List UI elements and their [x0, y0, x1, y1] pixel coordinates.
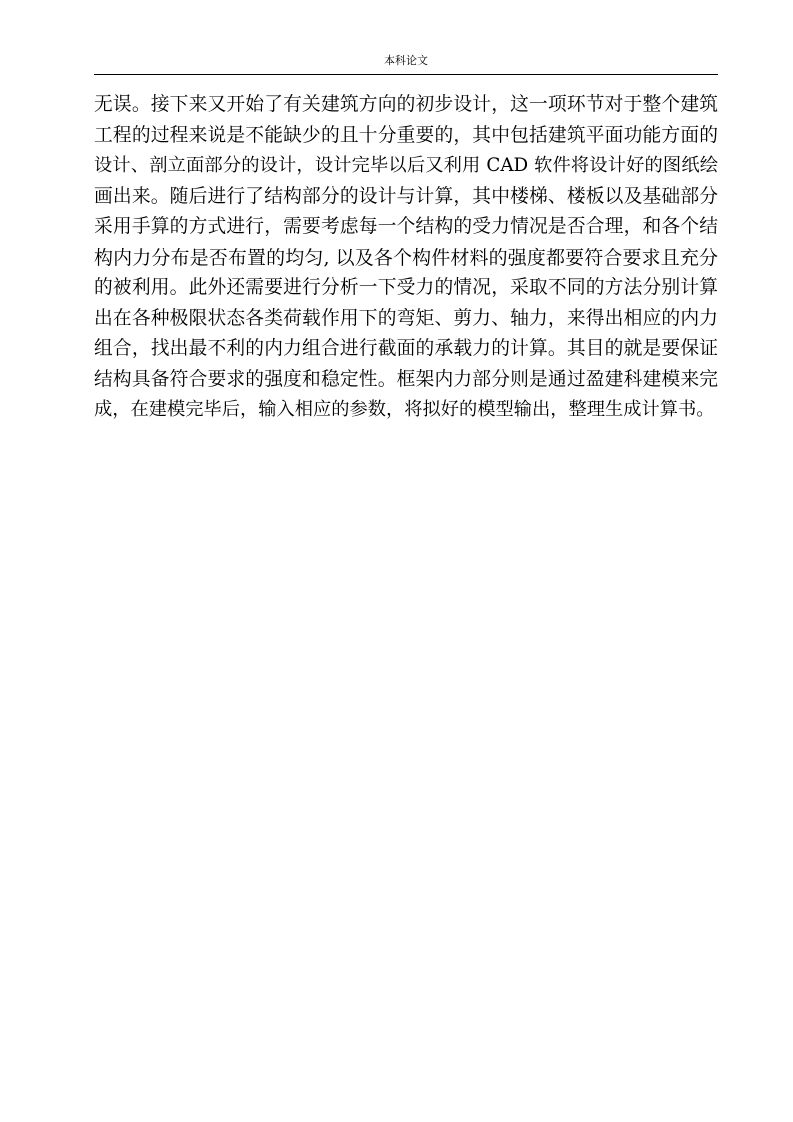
paragraph-line: 出在各种极限状态各类荷载作用下的弯矩、剪力、轴力，来得出相应的内力	[94, 307, 718, 329]
paragraph-line: 工程的过程来说是不能缺少的且十分重要的，其中包括建筑平面功能方面的	[94, 124, 718, 146]
paragraph-line: 结构具备符合要求的强度和稳定性。框架内力部分则是通过盈建科建模来完	[94, 368, 718, 390]
paragraph-line: 采用手算的方式进行，需要考虑每一个结构的受力情况是否合理，和各个结	[94, 216, 718, 237]
paragraph-line: 成，在建模完毕后，输入相应的参数，将拟好的模型输出，整理生成计算书。	[94, 399, 715, 420]
page-header-title: 本科论文	[384, 54, 428, 67]
paragraph-line: 的被利用。此外还需要进行分析一下受力的情况，采取不同的方法分别计算	[94, 277, 718, 298]
paragraph-line: 画出来。随后进行了结构部分的设计与计算，其中楼梯、楼板以及基础部分	[94, 185, 718, 207]
paragraph-line: 设计、剖立面部分的设计，设计完毕以后又利用 CAD 软件将设计好的图纸绘	[94, 155, 718, 176]
paragraph-line: 构内力分布是否布置的均匀, 以及各个构件材料的强度都要符合要求且充分	[94, 246, 718, 269]
paragraph-line: 组合，找出最不利的内力组合进行截面的承载力的计算。其目的就是要保证	[94, 338, 718, 359]
body-paragraph	[94, 90, 718, 426]
paragraph-line: 无误。接下来又开始了有关建筑方向的初步设计，这一项环节对于整个建筑	[94, 94, 718, 115]
page-header	[94, 52, 718, 75]
